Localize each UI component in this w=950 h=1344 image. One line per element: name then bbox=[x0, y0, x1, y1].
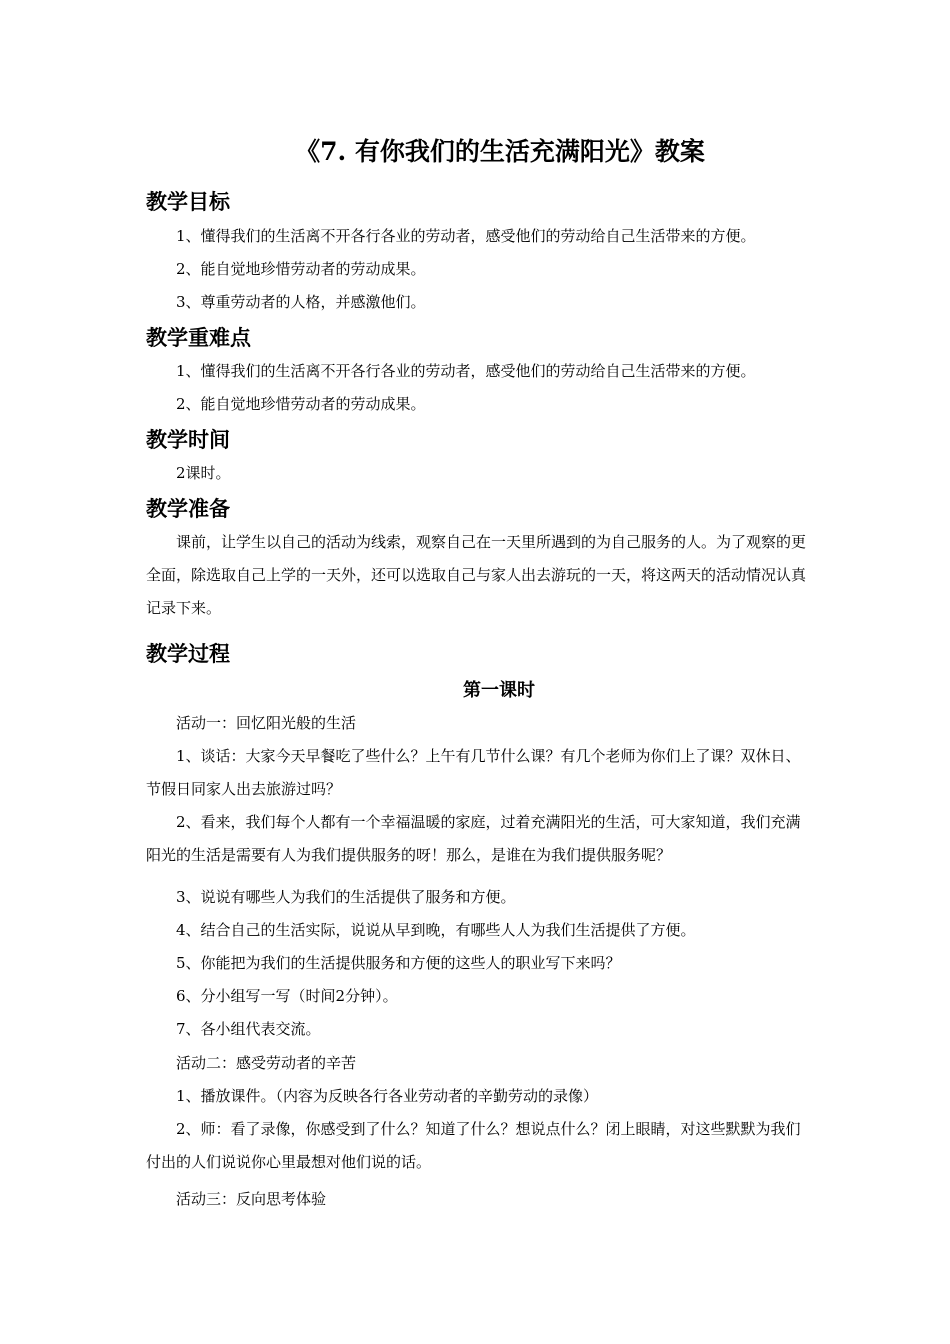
goal-item: 1、懂得我们的生活离不开各行各业的劳动者，感受他们的劳动给自己生活带来的方便。 bbox=[176, 227, 756, 245]
key-point-item: 2、能自觉地珍惜劳动者的劳动成果。 bbox=[176, 395, 426, 413]
time-text: 2课时。 bbox=[176, 464, 231, 482]
activity-item: 1、播放课件。（内容为反映各行各业劳动者的辛勤劳动的录像） bbox=[176, 1087, 599, 1105]
activity-item: 1、谈话：大家今天早餐吃了些什么？上午有几节什么课？有几个老师为你们上了课？双休日、节假日同家人出去旅游过吗？ bbox=[146, 747, 801, 798]
activity-item: 6、分小组写一写（时间2分钟）。 bbox=[176, 987, 398, 1005]
heading-goals: 教学目标 bbox=[146, 190, 230, 214]
lesson-title: 第一课时 bbox=[463, 680, 535, 701]
goal-item: 2、能自觉地珍惜劳动者的劳动成果。 bbox=[176, 260, 426, 278]
activity-title: 活动三：反向思考体验 bbox=[176, 1190, 327, 1208]
heading-prep: 教学准备 bbox=[146, 497, 230, 521]
goal-item: 3、尊重劳动者的人格，并感激他们。 bbox=[176, 293, 426, 311]
heading-key-points: 教学重难点 bbox=[146, 326, 251, 350]
activity-item: 4、结合自己的生活实际，说说从早到晚，有哪些人人为我们生活提供了方便。 bbox=[176, 921, 696, 939]
activity-title: 活动二：感受劳动者的辛苦 bbox=[176, 1054, 357, 1072]
activity-item: 2、师：看了录像，你感受到了什么？知道了什么？想说点什么？闭上眼睛，对这些默默为我们付出的人们说说你心里最想对他们说的话。 bbox=[146, 1120, 801, 1171]
activity-item: 3、说说有哪些人为我们的生活提供了服务和方便。 bbox=[176, 888, 516, 906]
key-point-item: 1、懂得我们的生活离不开各行各业的劳动者，感受他们的劳动给自己生活带来的方便。 bbox=[176, 362, 756, 380]
activity-item: 2、看来，我们每个人都有一个幸福温暖的家庭，过着充满阳光的生活，可大家知道，我们充满阳光的生活是需要有人为我们提供服务的呀！那么，是谁在为我们提供服务呢？ bbox=[146, 813, 801, 864]
heading-time: 教学时间 bbox=[146, 428, 230, 452]
activity-title: 活动一：回忆阳光般的生活 bbox=[176, 714, 357, 732]
activity-item: 7、各小组代表交流。 bbox=[176, 1020, 321, 1038]
prep-text: 课前，让学生以自己的活动为线索，观察自己在一天里所遇到的为自己服务的人。为了观察的更全面，除选取自己上学的一天外，还可以选取自己与家人出去游玩的一天，将这两天的活动情况认真记录下来。 bbox=[146, 533, 807, 617]
activity-item: 5、你能把为我们的生活提供服务和方便的这些人的职业写下来吗？ bbox=[176, 954, 621, 972]
heading-process: 教学过程 bbox=[146, 642, 230, 666]
document-title: 《7. 有你我们的生活充满阳光》教案 bbox=[295, 137, 705, 166]
